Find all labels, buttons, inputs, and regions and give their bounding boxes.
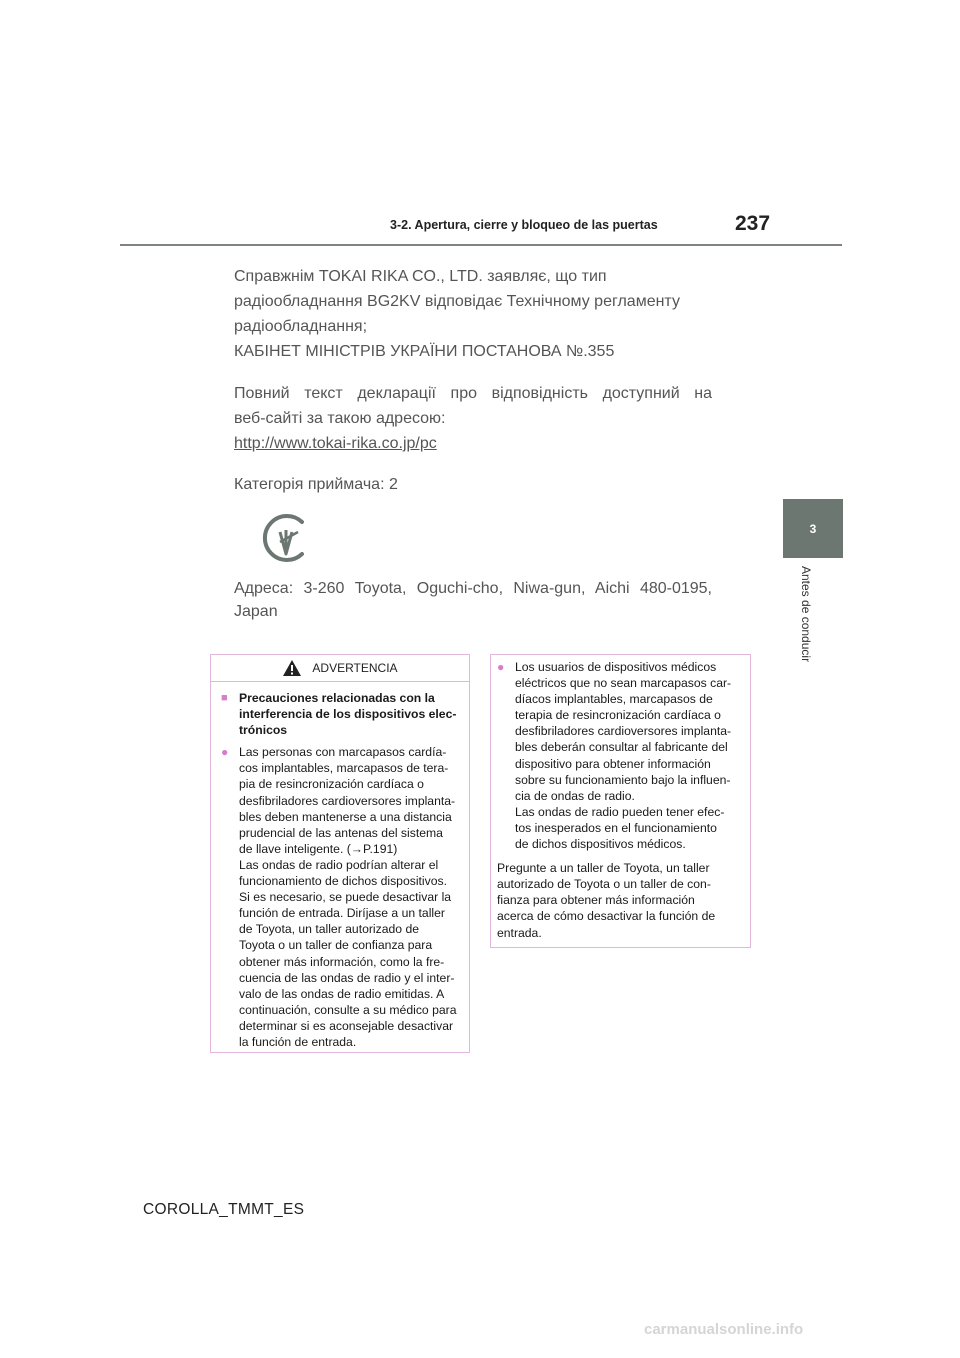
continued-text-line: Los usuarios de dispositivos médicos — [515, 660, 717, 674]
bullet-dot-icon: ● — [497, 660, 505, 674]
ukraine-declaration — [234, 266, 712, 363]
warning-heading — [221, 690, 459, 738]
watermark: carmanualsonline.info — [644, 1321, 804, 1338]
declaration-link[interactable]: http://www.tokai-rika.co.jp/pc — [234, 435, 437, 452]
warning-label: ADVERTENCIA — [312, 660, 398, 675]
chapter-tab: 3 — [783, 499, 843, 558]
warning-heading-line: interferencia de los dispositivos elec- — [239, 707, 457, 722]
continued-text-line: Las ondas de radio pueden tener efec- — [515, 804, 725, 819]
continued-text-line: bles deberán consultar al fabricante del — [515, 740, 728, 755]
warning-text-line: determinar si es aconsejable desactivar — [239, 1018, 454, 1033]
chapter-label: Antes de conducir — [799, 566, 813, 663]
warning-text-line: prudencial de las antenas del sistema — [239, 825, 443, 840]
continued-text-line: eléctricos que no sean marcapasos car- — [515, 676, 732, 691]
warning-text-line: función de entrada. Diríjase a un taller — [239, 906, 445, 921]
warning-text-line: continuación, consulte a su médico para — [239, 1002, 457, 1017]
warning-box — [210, 654, 470, 1053]
section-title: 3-2. Apertura, cierre y bloqueo de las puertas — [390, 218, 658, 232]
ua-line: Адреса: 3-260 Toyota, Oguchi-cho, Niwa-gun, Aichi 480-0195, — [234, 580, 712, 597]
warning-text-line: obtener más información, como la fre- — [239, 954, 445, 969]
ua-line: веб-сайті за такою адресою: — [234, 410, 446, 427]
continued-text-line: desfibriladores cardioversores implanta- — [515, 724, 732, 739]
continued-text-line: tos inesperados en el funcionamiento — [515, 820, 717, 835]
warning-text-line: valo de las ondas de radio emitidas. A — [239, 986, 445, 1001]
ukraine-declaration-url — [234, 383, 712, 455]
continued-text-line: sobre su funcionamiento bajo la influen- — [515, 772, 731, 787]
continued-text-line: díacos implantables, marcapasos de — [515, 692, 713, 707]
warning-bullet — [221, 744, 459, 1050]
warning-text-line: Las ondas de radio podrían alterar el — [239, 857, 439, 872]
warning-text-line: cuencia de las ondas de radio y el inter- — [239, 970, 455, 985]
continued-text-line: cia de ondas de radio. — [515, 788, 635, 803]
ua-line: радіообладнання BG2KV відповідає Технічному регламенту — [234, 293, 680, 310]
warning-text-line: Toyota o un taller de confianza para — [239, 938, 433, 953]
receiver-category: Категорія приймача: 2 — [234, 476, 398, 493]
warning-text-line: funcionamiento de dichos dispositivos. — [239, 874, 447, 889]
continued-text-line: dispositivo para obtener información — [515, 756, 711, 771]
warning-triangle-icon — [282, 659, 302, 677]
ua-line: радіообладнання; — [234, 318, 368, 335]
continued-paragraph — [497, 860, 742, 940]
ukraine-conformity-mark-icon — [258, 510, 314, 566]
ua-line: Справжнім TOKAI RIKA CO., LTD. заявляє, що тип — [234, 268, 607, 285]
warning-text-line: desfibriladores cardioversores implanta- — [239, 793, 456, 808]
warning-header — [211, 655, 469, 682]
square-bullet-icon: ■ — [221, 692, 228, 704]
ua-line: Повний текст декларації про відповідність доступний на — [234, 385, 712, 402]
warning-text-line: Si es necesario, se puede desactivar la — [239, 890, 452, 905]
continued-text-line: de dichos dispositivos médicos. — [515, 837, 686, 852]
manufacturer-address — [234, 578, 712, 623]
footer-code: COROLLA_TMMT_ES — [143, 1201, 305, 1218]
warning-heading-line: Precauciones relacionadas con la — [239, 691, 435, 705]
warning-box-continued — [490, 654, 751, 948]
continued-bullet — [497, 659, 742, 852]
ua-line: Japan — [234, 603, 278, 620]
continued-para-line: acerca de cómo desactivar la función de — [497, 909, 716, 924]
warning-text-line: de llave inteligente. (→P.191) — [239, 841, 398, 856]
warning-text-line: cos implantables, marcapasos de tera- — [239, 761, 449, 776]
continued-para-line: fianza para obtener más información — [497, 893, 695, 908]
continued-para-line: entrada. — [497, 925, 542, 940]
continued-para-line: autorizado de Toyota o un taller de con- — [497, 877, 711, 892]
warning-text-line: la función de entrada. — [239, 1034, 357, 1049]
warning-text-line: de Toyota, un taller autorizado de — [239, 922, 420, 937]
bullet-dot-icon: ● — [221, 745, 229, 760]
warning-text-line: Las personas con marcapasos cardía- — [239, 745, 447, 760]
continued-para-line: Pregunte a un taller de Toyota, un taller — [497, 861, 710, 876]
ua-line: КАБІНЕТ МІНІСТРІВ УКРАЇНИ ПОСТАНОВА №.355 — [234, 343, 615, 360]
page-number: 237 — [735, 212, 771, 235]
warning-text-line: bles deben mantenerse a una distancia — [239, 809, 452, 824]
warning-text-line: pia de resincronización cardíaca o — [239, 777, 424, 792]
continued-text-line: terapia de resincronización cardíaca o — [515, 708, 721, 723]
header-rule — [120, 244, 842, 246]
warning-heading-line: trónicos — [239, 723, 288, 738]
